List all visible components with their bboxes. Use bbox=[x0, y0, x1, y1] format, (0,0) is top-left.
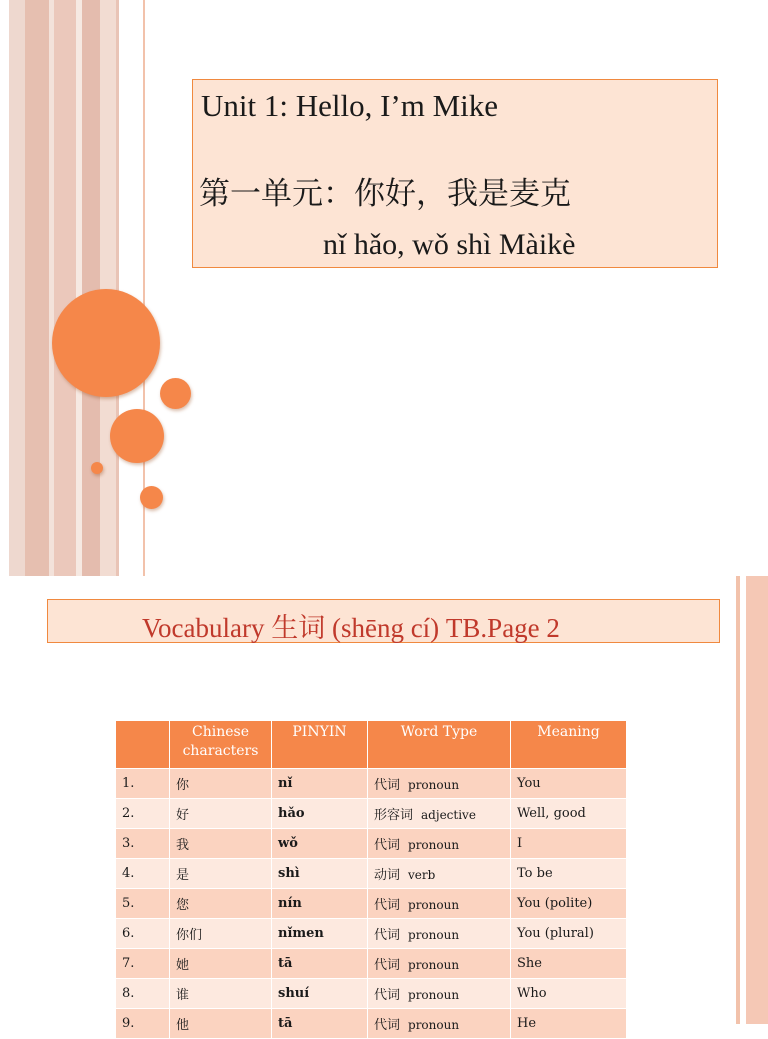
row-meaning: You (plural) bbox=[511, 919, 627, 949]
decorative-circle-tiny bbox=[91, 462, 103, 474]
slide-2 bbox=[0, 576, 768, 1033]
table-row bbox=[116, 979, 627, 1009]
row-number: 2. bbox=[116, 799, 170, 829]
heading-suffix: (shēng cí) TB.Page 2 bbox=[325, 613, 560, 643]
word-type-english: pronoun bbox=[408, 838, 460, 852]
vocabulary-heading bbox=[142, 606, 560, 645]
row-chinese: 她 bbox=[170, 949, 272, 979]
header-chinese-characters: Chinese characters bbox=[170, 721, 272, 769]
row-chinese: 他 bbox=[170, 1009, 272, 1039]
row-meaning: I bbox=[511, 829, 627, 859]
word-type-chinese: 代词 bbox=[374, 958, 401, 973]
title-chinese: 第一单元：你好，我是麦克 bbox=[199, 176, 571, 212]
row-word-type bbox=[368, 979, 511, 1009]
header-pinyin: PINYIN bbox=[272, 721, 368, 769]
table-row bbox=[116, 919, 627, 949]
decorative-circle-small bbox=[160, 378, 191, 409]
row-number: 7. bbox=[116, 949, 170, 979]
header-meaning: Meaning bbox=[511, 721, 627, 769]
decorative-stripes bbox=[9, 0, 149, 576]
row-number: 3. bbox=[116, 829, 170, 859]
row-meaning: You bbox=[511, 769, 627, 799]
row-meaning: He bbox=[511, 1009, 627, 1039]
decorative-circle-medium bbox=[110, 409, 164, 463]
row-pinyin: shì bbox=[272, 859, 368, 889]
row-word-type bbox=[368, 829, 511, 859]
word-type-english: pronoun bbox=[408, 778, 460, 792]
row-word-type bbox=[368, 949, 511, 979]
table-header-row bbox=[116, 721, 627, 769]
row-meaning: She bbox=[511, 949, 627, 979]
table-row bbox=[116, 829, 627, 859]
row-number: 6. bbox=[116, 919, 170, 949]
row-word-type bbox=[368, 859, 511, 889]
row-chinese: 你 bbox=[170, 769, 272, 799]
heading-prefix: Vocabulary bbox=[142, 613, 272, 643]
row-chinese: 谁 bbox=[170, 979, 272, 1009]
word-type-english: pronoun bbox=[408, 898, 460, 912]
vocabulary-heading-box bbox=[47, 599, 720, 643]
word-type-chinese: 代词 bbox=[374, 1018, 401, 1033]
row-pinyin: shuí bbox=[272, 979, 368, 1009]
word-type-chinese: 代词 bbox=[374, 898, 401, 913]
row-meaning: To be bbox=[511, 859, 627, 889]
decorative-circle-large bbox=[52, 289, 160, 397]
table-row bbox=[116, 799, 627, 829]
row-chinese: 好 bbox=[170, 799, 272, 829]
title-english: Unit 1: Hello, I’m Mike bbox=[201, 88, 499, 123]
row-pinyin: tā bbox=[272, 1009, 368, 1039]
row-pinyin: wǒ bbox=[272, 829, 368, 859]
table-row bbox=[116, 1009, 627, 1039]
row-chinese: 您 bbox=[170, 889, 272, 919]
word-type-english: pronoun bbox=[408, 1018, 460, 1032]
row-meaning: Well, good bbox=[511, 799, 627, 829]
row-pinyin: nǐ bbox=[272, 769, 368, 799]
word-type-english: adjective bbox=[421, 808, 476, 822]
row-pinyin: nǐmen bbox=[272, 919, 368, 949]
word-type-chinese: 动词 bbox=[374, 868, 401, 883]
word-type-chinese: 代词 bbox=[374, 838, 401, 853]
slide-edge bbox=[0, 0, 9, 576]
header-word-type: Word Type bbox=[368, 721, 511, 769]
slide-edge bbox=[0, 576, 9, 1024]
row-meaning: Who bbox=[511, 979, 627, 1009]
decorative-stripe bbox=[746, 576, 768, 1024]
row-chinese: 你们 bbox=[170, 919, 272, 949]
word-type-english: pronoun bbox=[408, 928, 460, 942]
row-meaning: You (polite) bbox=[511, 889, 627, 919]
heading-chinese: 生词 bbox=[271, 613, 326, 644]
row-word-type bbox=[368, 799, 511, 829]
table-row bbox=[116, 889, 627, 919]
row-pinyin: nín bbox=[272, 889, 368, 919]
title-box bbox=[192, 79, 718, 268]
row-word-type bbox=[368, 889, 511, 919]
row-word-type bbox=[368, 919, 511, 949]
word-type-english: pronoun bbox=[408, 988, 460, 1002]
row-number: 5. bbox=[116, 889, 170, 919]
word-type-english: pronoun bbox=[408, 958, 460, 972]
row-pinyin: hǎo bbox=[272, 799, 368, 829]
row-chinese: 我 bbox=[170, 829, 272, 859]
table-row bbox=[116, 859, 627, 889]
vocabulary-table bbox=[115, 720, 627, 1039]
table-row bbox=[116, 949, 627, 979]
row-number: 9. bbox=[116, 1009, 170, 1039]
row-number: 1. bbox=[116, 769, 170, 799]
word-type-chinese: 代词 bbox=[374, 778, 401, 793]
row-pinyin: tā bbox=[272, 949, 368, 979]
word-type-chinese: 代词 bbox=[374, 988, 401, 1003]
row-number: 8. bbox=[116, 979, 170, 1009]
row-number: 4. bbox=[116, 859, 170, 889]
word-type-chinese: 代词 bbox=[374, 928, 401, 943]
decorative-circle-small bbox=[140, 486, 163, 509]
row-word-type bbox=[368, 1009, 511, 1039]
header-number bbox=[116, 721, 170, 769]
word-type-english: verb bbox=[408, 868, 436, 882]
word-type-chinese: 形容词 bbox=[374, 808, 414, 823]
title-pinyin: nǐ hǎo, wǒ shì Màikè bbox=[323, 228, 576, 261]
row-word-type bbox=[368, 769, 511, 799]
table-row bbox=[116, 769, 627, 799]
row-chinese: 是 bbox=[170, 859, 272, 889]
